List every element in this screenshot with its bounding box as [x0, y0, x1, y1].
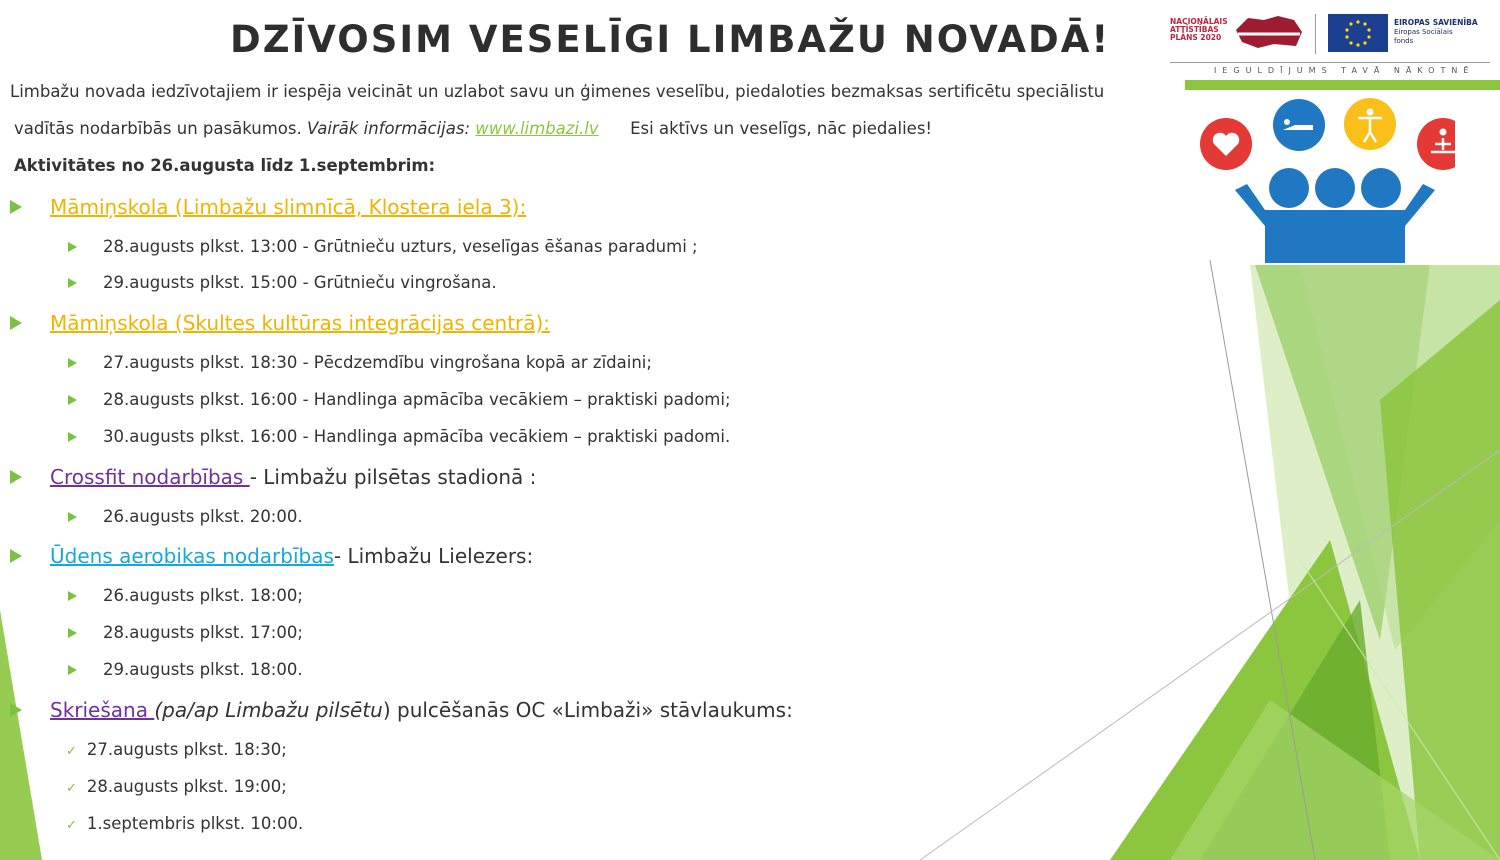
section-heading[interactable]: Māmiņskola (Skultes kultūras integrācijas centrā):	[50, 311, 551, 335]
heart-icon	[1200, 118, 1252, 170]
tagline: IEGULDĪJUMS TAVĀ NĀKOTNĒ	[1214, 66, 1475, 75]
activities-subheading: Aktivitātes no 26.augusta līdz 1.septembrim:	[14, 156, 436, 175]
yoga-icon	[1417, 118, 1455, 170]
section-heading[interactable]: Ūdens aerobikas nodarbības	[50, 544, 334, 568]
list-item	[68, 273, 497, 292]
list-item	[68, 586, 303, 605]
check-icon: ✓	[66, 781, 77, 796]
list-item	[66, 740, 287, 759]
list-item	[68, 427, 730, 446]
bullet-arrow-icon	[68, 512, 77, 522]
section-route: (pa/ap Limbažu pilsētu	[154, 698, 383, 722]
more-info-label: Vairāk informācijas:	[306, 119, 476, 138]
section-crossfit	[10, 465, 536, 489]
intro-line-1: Limbažu novada iedzīvotajiem ir iespēja veicināt un uzlabot savu un ģimenes veselību, piedaloties bezmaksas sertificētu speciālistu	[10, 82, 1105, 101]
list-item	[68, 623, 303, 642]
list-item	[68, 353, 652, 372]
logo-divider	[1315, 14, 1316, 54]
latvia-map-icon	[1234, 14, 1304, 50]
nap-logo-text	[1170, 18, 1228, 42]
bullet-arrow-icon	[68, 432, 77, 442]
list-item	[68, 390, 731, 409]
item-text: 27.augusts plkst. 18:30 - Pēcdzemdību vingrošana kopā ar zīdaini;	[103, 353, 652, 372]
intro-line-2	[14, 119, 932, 138]
check-icon: ✓	[66, 744, 77, 759]
section-location: - Limbažu Lielezers:	[333, 544, 534, 568]
esf-line: fonds	[1394, 37, 1414, 45]
item-text: 28.augusts plkst. 17:00;	[103, 623, 303, 642]
item-text: 30.augusts plkst. 16:00 - Handlinga apmācība vecākiem – praktiski padomi.	[103, 427, 731, 446]
funding-logos	[1170, 12, 1490, 84]
item-text: 29.augusts plkst. 15:00 - Grūtnieču vingrošana.	[103, 273, 497, 292]
item-text: 1.septembris plkst. 10:00.	[86, 814, 304, 833]
bullet-arrow-icon	[68, 242, 77, 252]
eu-title: EIROPAS SAVIENĪBA	[1394, 18, 1478, 27]
item-text: 28.augusts plkst. 16:00 - Handlinga apmācība vecākiem – praktiski padomi;	[103, 390, 731, 409]
people-group-icon	[1235, 168, 1435, 263]
bullet-arrow-icon	[10, 200, 22, 214]
bullet-arrow-icon	[10, 316, 22, 330]
nap-line: PLĀNS 2020	[1170, 33, 1222, 42]
intro-text: vadītās nodarbībās un pasākumos.	[14, 119, 307, 138]
item-text: 26.augusts plkst. 18:00;	[103, 586, 303, 605]
item-text: 27.augusts plkst. 18:30;	[86, 740, 287, 759]
bullet-arrow-icon	[68, 278, 77, 288]
item-text: 28.augusts plkst. 19:00;	[86, 777, 287, 796]
bullet-arrow-icon	[10, 703, 22, 717]
list-item	[68, 237, 698, 256]
relax-icon	[1273, 99, 1325, 151]
eu-flag-icon	[1328, 14, 1388, 52]
call-to-action: Esi aktīvs un veselīgs, nāc piedalies!	[630, 119, 933, 138]
section-location: - Limbažu pilsētas stadionā :	[249, 465, 537, 489]
esf-line: Eiropas Sociālais	[1394, 28, 1453, 36]
section-location: ) pulcēšanās OC «Limbaži» stāvlaukums:	[382, 698, 793, 722]
check-icon: ✓	[66, 818, 77, 833]
item-text: 28.augusts plkst. 13:00 - Grūtnieču uzturs, veselīgas ēšanas paradumi ;	[103, 237, 698, 256]
item-text: 29.augusts plkst. 18:00.	[103, 660, 303, 679]
section-running	[10, 698, 793, 722]
section-water-aerobics	[10, 544, 533, 568]
bullet-arrow-icon	[10, 549, 22, 563]
section-maminskola-hospital	[10, 195, 526, 219]
bullet-arrow-icon	[68, 358, 77, 368]
bullet-arrow-icon	[68, 628, 77, 638]
page-title: DZĪVOSIM VESELĪGI LIMBAŽU NOVADĀ!	[230, 18, 1111, 61]
list-item	[68, 507, 303, 526]
list-item	[66, 777, 287, 796]
section-heading[interactable]: Māmiņskola (Limbažu slimnīcā, Klostera iela 3):	[50, 195, 527, 219]
nap-line: NACIONĀLAIS	[1170, 17, 1228, 26]
section-maminskola-skulte	[10, 311, 550, 335]
list-item	[68, 660, 303, 679]
esf-logo-text	[1394, 18, 1478, 46]
section-heading[interactable]: Crossfit nodarbības	[50, 465, 250, 489]
website-link[interactable]: www.limbazi.lv	[475, 119, 599, 138]
health-illustration	[1195, 98, 1455, 268]
list-item	[66, 814, 303, 833]
bullet-arrow-icon	[68, 665, 77, 675]
bullet-arrow-icon	[68, 395, 77, 405]
person-icon	[1344, 98, 1396, 150]
bullet-arrow-icon	[10, 470, 22, 484]
nap-line: ATTĪSTĪBAS	[1170, 25, 1219, 34]
item-text: 26.augusts plkst. 20:00.	[103, 507, 303, 526]
bullet-arrow-icon	[68, 591, 77, 601]
section-heading[interactable]: Skriešana	[50, 698, 155, 722]
